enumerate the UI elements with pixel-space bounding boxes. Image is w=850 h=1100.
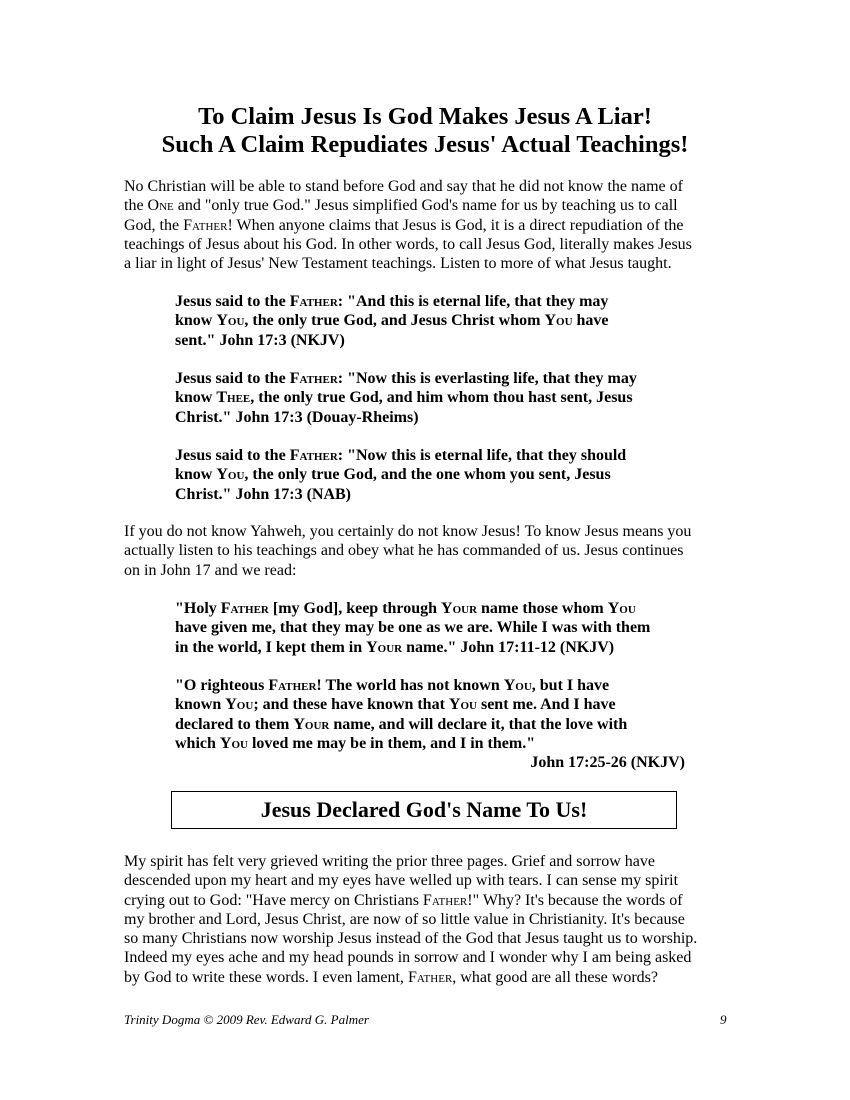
text-line: [175, 292, 685, 311]
quote-john-17-3-douay-rheims: [175, 369, 685, 427]
text-line: [175, 331, 685, 350]
middle-paragraph: [124, 522, 734, 580]
text-run: , the only true God, and Jesus Christ whom: [244, 312, 545, 330]
text-run: name those whom: [477, 600, 608, 617]
quote-reference: John 17:25-26 (NKJV): [530, 754, 685, 772]
text-line: [124, 561, 734, 580]
small-caps-text: Father: [220, 600, 269, 617]
text-line: [124, 216, 734, 235]
text-line: [175, 388, 685, 407]
small-caps-text: You: [503, 677, 532, 694]
section-heading-box: [171, 791, 677, 829]
text-run: have: [572, 312, 609, 330]
text-run: on in John 17 and we read:: [124, 561, 297, 579]
text-run: a liar in light of Jesus' New Testament teachings. Listen to more of what Jesus taught.: [124, 255, 672, 273]
small-caps-text: You: [448, 696, 477, 714]
text-line: [175, 695, 685, 714]
small-caps-text: You: [219, 734, 248, 752]
text-line: [175, 734, 685, 753]
text-run: Jesus said to the: [175, 293, 290, 310]
text-run: know: [175, 312, 217, 330]
text-run: : "Now this is everlasting life, that they may: [337, 370, 637, 387]
quote-john-17-3-nkjv: [175, 292, 685, 350]
text-line: [175, 618, 685, 637]
text-run: Indeed my eyes ache and my head pounds in sorrow and I wonder why I am being asked: [124, 949, 692, 967]
text-line: [175, 465, 685, 484]
quote-john-17-3-nab: [175, 446, 685, 504]
small-caps-text: Your: [366, 638, 403, 656]
text-run: Christ." John 17:3 (Douay-Rheims): [175, 408, 419, 426]
text-line: [175, 311, 685, 330]
text-run: and "only true God." Jesus simplified God's name for us by teaching us to call: [173, 197, 678, 215]
text-run: ! When anyone claims that Jesus is God, it is a direct repudiation of the: [227, 216, 684, 234]
text-run: ; and these have known that: [253, 696, 449, 714]
text-run: ! The world has not known: [316, 677, 504, 694]
text-run: Jesus said to the: [175, 447, 290, 464]
small-caps-text: Father: [289, 447, 338, 464]
text-run: have given me, that they may be one as we are. While I was with them: [175, 619, 651, 637]
text-run: , but I have: [531, 677, 610, 694]
text-line: [124, 196, 734, 215]
small-caps-text: You: [216, 312, 245, 330]
text-run: : "And this is eternal life, that they may: [337, 293, 609, 310]
text-run: , the only true God, and the one whom you sent, Jesus: [244, 466, 611, 484]
text-line: [124, 177, 734, 196]
quote-john-17-25-26-body: [175, 676, 685, 753]
small-caps-text: Thee: [216, 389, 251, 407]
text-run: know: [175, 466, 217, 484]
text-run: descended upon my heart and my eyes have welled up with tears. I can sense my spirit: [124, 872, 679, 890]
text-run: in the world, I kept them in: [175, 638, 367, 656]
small-caps-text: One: [147, 197, 174, 215]
page-number: 9: [720, 1012, 727, 1027]
text-run: so many Christians now worship Jesus instead of the God that Jesus taught us to worship.: [124, 930, 698, 948]
small-caps-text: You: [225, 696, 254, 714]
text-run: by God to write these words. I even lament,: [124, 968, 408, 986]
text-run: the: [124, 197, 148, 215]
text-line: [175, 676, 685, 695]
text-run: : "Now this is eternal life, that they should: [337, 447, 627, 464]
text-run: "Holy: [175, 600, 221, 617]
small-caps-text: You: [216, 466, 245, 484]
text-run: name, and will declare it, that the love with: [329, 715, 628, 733]
text-line: [124, 948, 734, 967]
closing-paragraph: [124, 852, 734, 987]
text-line: [124, 929, 734, 948]
text-run: "O righteous: [175, 677, 269, 694]
small-caps-text: Your: [293, 715, 330, 733]
text-run: , what good are all these words?: [452, 968, 658, 986]
text-run: Jesus said to the: [175, 370, 290, 387]
small-caps-text: Father: [183, 216, 228, 234]
text-line: [175, 408, 685, 427]
text-line: [124, 910, 734, 929]
text-run: sent." John 17:3 (NKJV): [175, 331, 345, 349]
text-run: teachings of Jesus about his God. In other words, to call Jesus God, literally makes Jesus: [124, 235, 692, 253]
small-caps-text: Father: [289, 370, 338, 387]
text-line: [175, 599, 685, 618]
page-title-line-1: To Claim Jesus Is God Makes Jesus A Liar!: [198, 103, 652, 130]
text-line: [124, 852, 734, 871]
text-run: which: [175, 734, 220, 752]
small-caps-text: Your: [441, 600, 478, 617]
text-run: actually listen to his teachings and obey what he has commanded of us. Jesus continues: [124, 542, 684, 560]
page-title-line-2: Such A Claim Repudiates Jesus' Actual Teachings!: [161, 131, 689, 158]
text-line: [175, 369, 685, 388]
text-run: If you do not know Yahweh, you certainly do not know Jesus! To know Jesus means you: [124, 523, 692, 540]
intro-paragraph: [124, 177, 734, 273]
text-run: my brother and Lord, Jesus Christ, are now of so little value in Christianity. It's because: [124, 910, 685, 928]
text-run: know: [175, 389, 217, 407]
quote-john-17-11-12: [175, 599, 685, 657]
text-run: Christ." John 17:3 (NAB): [175, 485, 351, 503]
small-caps-text: Father: [289, 293, 338, 310]
text-run: , the only true God, and him whom thou hast sent, Jesus: [250, 389, 633, 407]
small-caps-text: Father: [268, 677, 317, 694]
text-run: declared to them: [175, 715, 294, 733]
text-line: [124, 541, 734, 560]
text-line: [175, 638, 685, 657]
text-line: [124, 891, 734, 910]
text-run: No Christian will be able to stand before God and say that he did not know the name of: [124, 178, 683, 195]
text-run: loved me may be in them, and I in them.": [247, 734, 536, 752]
text-line: [124, 254, 734, 273]
text-run: " Why? It's because the words of: [472, 891, 683, 909]
text-line: [124, 968, 734, 987]
small-caps-text: Father!: [422, 891, 473, 909]
section-heading: Jesus Declared God's Name To Us!: [260, 797, 588, 822]
text-run: God, the: [124, 216, 184, 234]
quote-john-17-25-26: [175, 676, 685, 772]
text-run: sent me. And I have: [476, 696, 616, 714]
text-line: [124, 235, 734, 254]
text-line: [175, 715, 685, 734]
text-run: [my God], keep through: [268, 600, 442, 617]
text-line: [175, 485, 685, 504]
text-run: known: [175, 696, 226, 714]
small-caps-text: Father: [407, 968, 453, 986]
text-run: name." John 17:11-12 (NKJV): [402, 638, 615, 656]
text-run: My spirit has felt very grieved writing the prior three pages. Grief and sorrow have: [124, 853, 655, 870]
text-line: [124, 522, 734, 541]
small-caps-text: You: [544, 312, 573, 330]
text-run: crying out to God: "Have mercy on Christians: [124, 891, 423, 909]
small-caps-text: You: [607, 600, 636, 617]
text-line: [175, 446, 685, 465]
text-line: [124, 871, 734, 890]
footer-copyright: Trinity Dogma © 2009 Rev. Edward G. Palmer: [124, 1012, 369, 1027]
